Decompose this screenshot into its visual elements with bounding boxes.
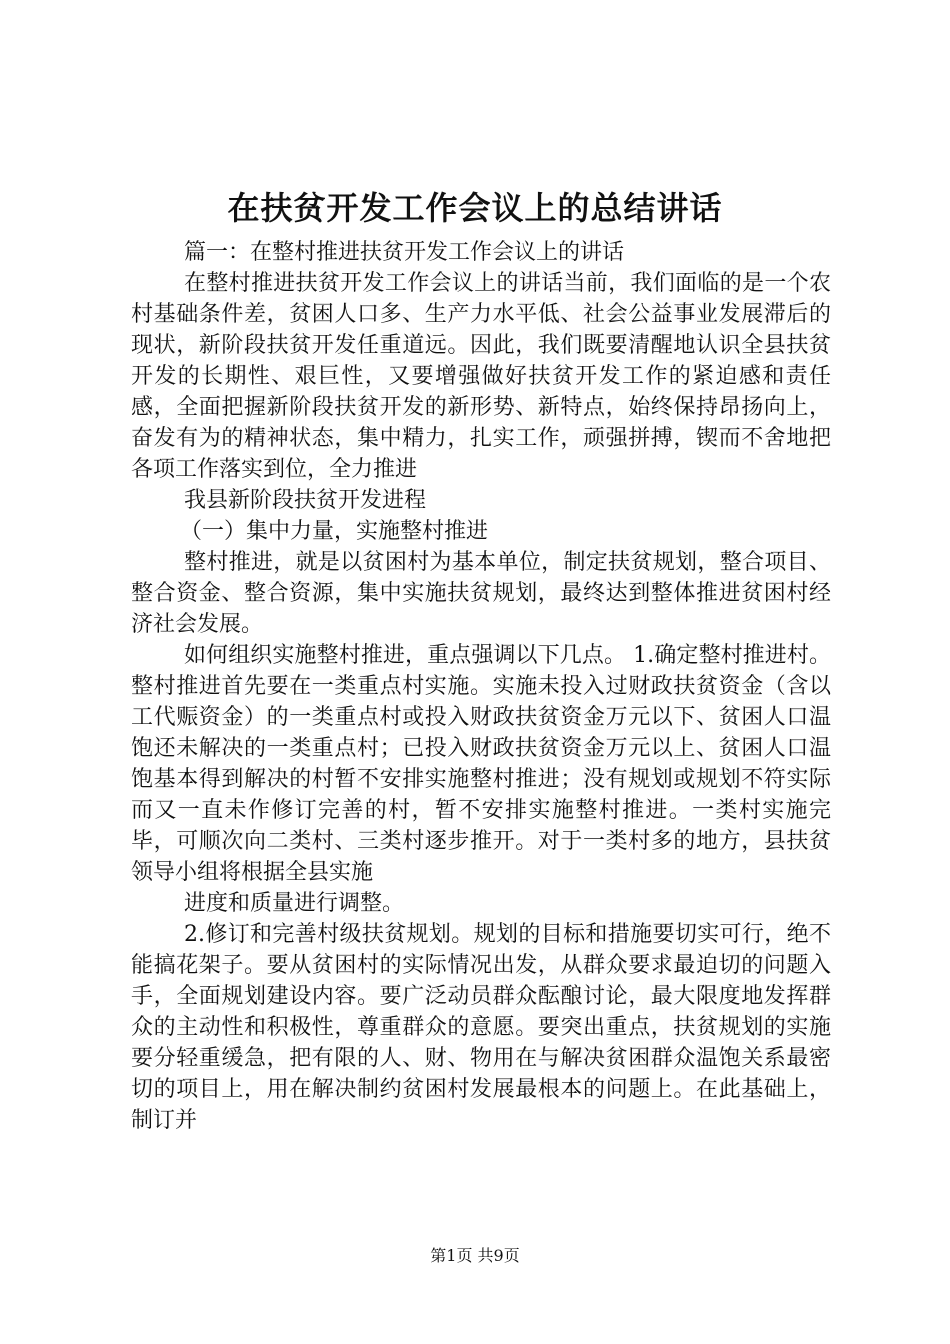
body-paragraph: 整村推进，就是以贫困村为基本单位，制定扶贫规划，整合项目、整合资金、整合资源，集中实施扶贫规划，最终达到整体推进贫困村经济社会发展。 bbox=[131, 550, 831, 637]
document-title: 在扶贫开发工作会议上的总结讲话 bbox=[227, 189, 723, 227]
body-paragraph: 我县新阶段扶贫开发进程 bbox=[184, 488, 427, 513]
body-paragraph: 进度和质量进行调整。 bbox=[184, 891, 405, 916]
section-heading: 篇一：在整村推进扶贫开发工作会议上的讲话 bbox=[184, 240, 625, 265]
subsection-heading: （一）集中力量，实施整村推进 bbox=[180, 519, 489, 544]
document-body bbox=[131, 237, 831, 1136]
page-number: 第1页 共9页 bbox=[430, 1246, 520, 1265]
body-paragraph: 如何组织实施整村推进，重点强调以下几点。 1.确定整村推进村。整村推进首先要在一类重点村实施。实施未投入过财政扶贫资金（含以工代赈资金）的一类重点村或投入财政扶贫资金万元以下、贫困人口温饱还未解决的一类重点村；已投入财政扶贫资金万元以上、贫困人口温饱基本得到解决的村暂不安排实施整村推进；没有规划或规划不符实际而又一直未作修订完善的村，暂不安排实施整村推进。一类村实施完毕，可顺次向二类村、三类村逐步推开。对于一类村多的地方，县扶贫领导小组将根据全县实施 bbox=[131, 643, 831, 885]
body-paragraph: 2.修订和完善村级扶贫规划。规划的目标和措施要切实可行，绝不能搞花架子。要从贫困村的实际情况出发，从群众要求最迫切的问题入手，全面规划建设内容。要广泛动员群众酝酿讨论，最大限度地发挥群众的主动性和积极性，尊重群众的意愿。要突出重点，扶贫规划的实施要分轻重缓急，把有限的人、财、物用在与解决贫困群众温饱关系最密切的项目上，用在解决制约贫困村发展最根本的问题上。在此基础上，制订并 bbox=[131, 922, 831, 1133]
body-paragraph: 在整村推进扶贫开发工作会议上的讲话当前，我们面临的是一个农村基础条件差，贫困人口多、生产力水平低、社会公益事业发展滞后的现状，新阶段扶贫开发任重道远。因此，我们既要清醒地认识全县扶贫开发的长期性、艰巨性，又要增强做好扶贫开发工作的紧迫感和责任感，全面把握新阶段扶贫开发的新形势、新特点，始终保持昂扬向上，奋发有为的精神状态，集中精力，扎实工作，顽强拼搏，锲而不舍地把各项工作落实到位，全力推进 bbox=[131, 271, 831, 482]
